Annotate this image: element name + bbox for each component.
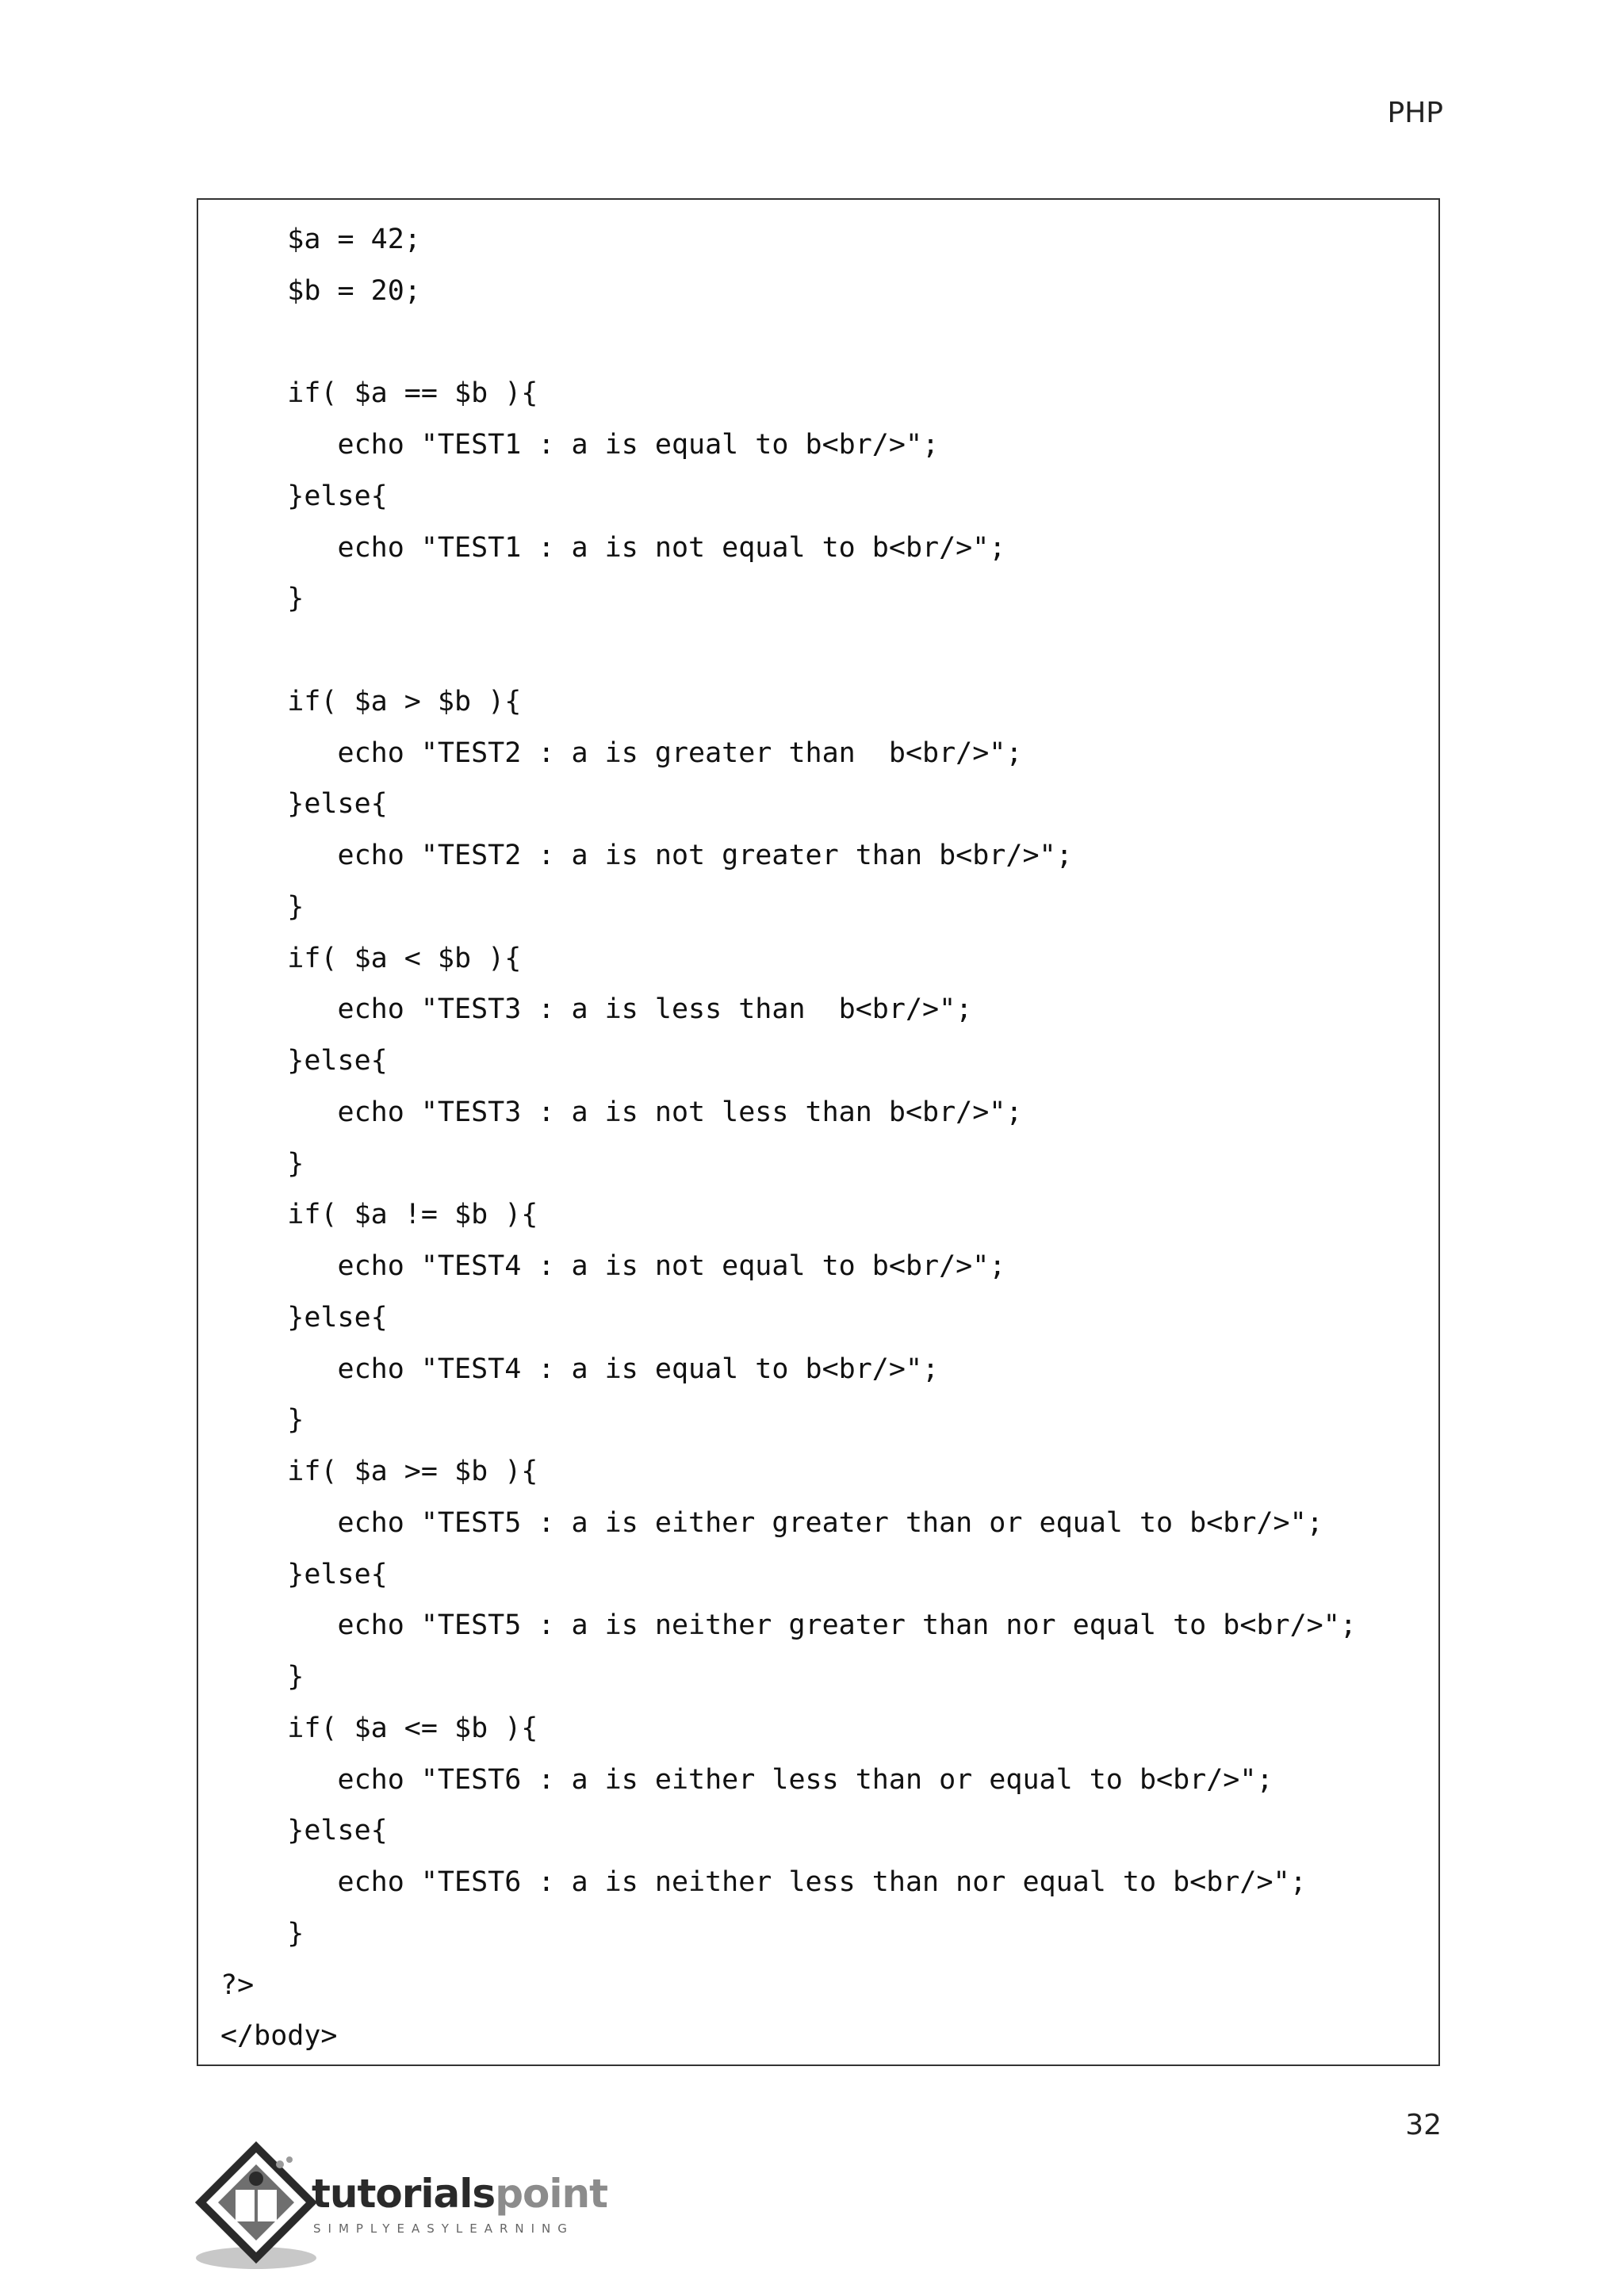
code-line: echo "TEST2 : a is greater than b<br/>";	[220, 737, 1023, 769]
code-line: $b = 20;	[220, 274, 421, 307]
code-line: ?>	[220, 1969, 255, 2001]
code-line: if( $a < $b ){	[220, 942, 522, 974]
code-line: </body>	[220, 2020, 338, 2053]
code-line: }else{	[220, 1301, 388, 1334]
code-line	[220, 625, 1423, 676]
code-line: echo "TEST6 : a is either less than or equal to b<br/>";	[220, 1763, 1274, 1796]
code-line: echo "TEST4 : a is not equal to b<br/>";	[220, 1250, 1006, 1282]
code-line: }else{	[220, 788, 388, 821]
code-line: }else{	[220, 1558, 388, 1590]
code-line: echo "TEST3 : a is not less than b<br/>";	[220, 1096, 1023, 1128]
code-line: echo "TEST5 : a is neither greater than nor equal to b<br/>";	[220, 1609, 1357, 1642]
code-line: }	[220, 1917, 304, 1950]
code-line: if( $a >= $b ){	[220, 1456, 538, 1487]
code-line: if( $a > $b ){	[220, 685, 522, 718]
header-title: PHP	[1387, 97, 1443, 129]
code-line: }	[220, 1147, 304, 1180]
code-line: echo "TEST5 : a is either greater than or equal to b<br/>";	[220, 1506, 1323, 1539]
page-number: 32	[1405, 2109, 1442, 2141]
code-line: echo "TEST4 : a is equal to b<br/>";	[220, 1353, 940, 1385]
code-lines	[220, 214, 1423, 2062]
code-line: if( $a != $b ){	[220, 1199, 538, 1231]
code-line: if( $a <= $b ){	[220, 1712, 538, 1744]
code-line: }	[220, 1404, 304, 1437]
code-line: }	[220, 583, 304, 615]
code-line: echo "TEST3 : a is less than b<br/>";	[220, 993, 973, 1026]
code-line: echo "TEST1 : a is not equal to b<br/>";	[220, 531, 1006, 564]
code-line: }else{	[220, 1815, 388, 1847]
logo-wordmark: tutorialspoint	[312, 2171, 607, 2217]
code-line: if( $a == $b ){	[220, 377, 538, 410]
tutorialspoint-logo	[194, 2133, 607, 2275]
code-block	[197, 198, 1440, 2066]
logo-tagline: SIMPLYEASYLEARNING	[313, 2221, 574, 2236]
code-line: }	[220, 890, 304, 923]
code-line: echo "TEST2 : a is not greater than b<br/>";	[220, 840, 1073, 871]
code-line: }	[220, 1661, 304, 1693]
code-line: echo "TEST1 : a is equal to b<br/>";	[220, 429, 940, 461]
code-line: $a = 42;	[220, 224, 421, 255]
code-line: echo "TEST6 : a is neither less than nor equal to b<br/>";	[220, 1866, 1307, 1898]
code-line	[220, 317, 1423, 369]
code-line: }else{	[220, 480, 388, 512]
code-line: }else{	[220, 1045, 388, 1077]
